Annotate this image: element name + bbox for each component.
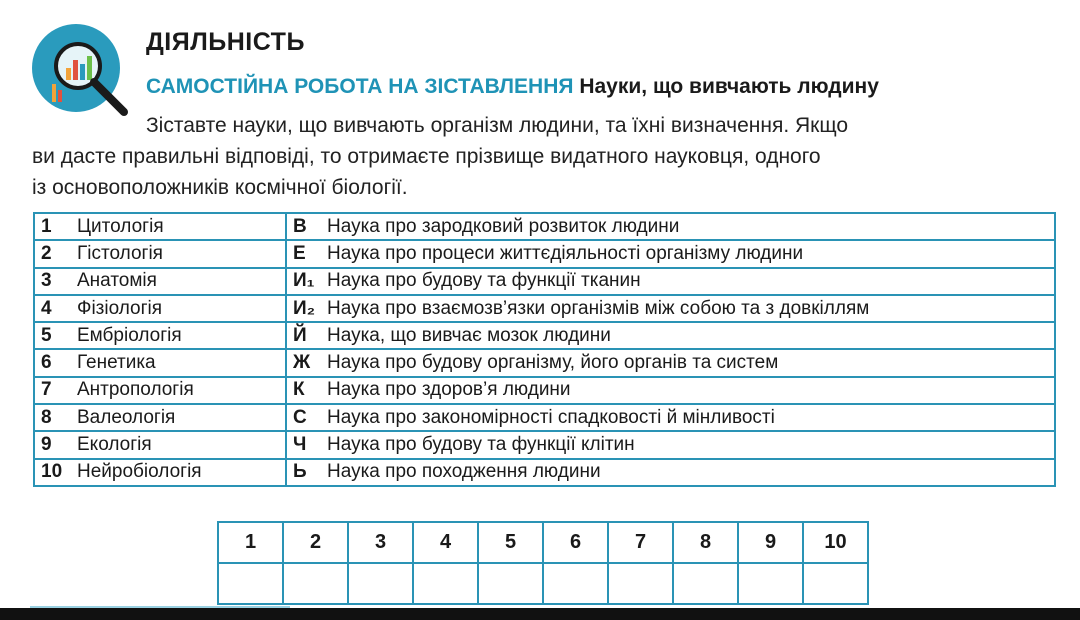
answer-header-cell: 2	[283, 522, 348, 563]
science-name: Генетика	[77, 352, 156, 374]
answer-input-cell[interactable]	[738, 563, 803, 604]
science-number: 1	[41, 215, 52, 237]
answer-grid	[217, 521, 869, 605]
answer-header-cell: 5	[478, 522, 543, 563]
definition-letter: И₂	[293, 297, 316, 319]
answer-input-cell[interactable]	[543, 563, 608, 604]
table-row	[34, 431, 1055, 458]
definition-letter: И₁	[293, 270, 315, 292]
definition-text: Наука про зародковий розвиток людини	[327, 215, 680, 237]
science-name: Екологія	[77, 434, 152, 456]
magnifier-chart-icon	[30, 24, 138, 124]
science-cell	[34, 240, 286, 267]
table-row	[34, 377, 1055, 404]
table-row	[34, 459, 1055, 486]
answer-header-cell: 6	[543, 522, 608, 563]
science-name: Цитологія	[77, 215, 164, 237]
answer-header-cell: 9	[738, 522, 803, 563]
definition-letter: Ч	[293, 434, 307, 456]
science-cell	[34, 349, 286, 376]
science-cell	[34, 213, 286, 240]
task-type: САМОСТІЙНА РОБОТА НА ЗІСТАВЛЕННЯ	[146, 75, 574, 98]
answer-input-cell[interactable]	[283, 563, 348, 604]
science-cell	[34, 295, 286, 322]
table-row	[34, 268, 1055, 295]
definition-cell	[286, 377, 1055, 404]
instructions-line-2: ви дасте правильні відповіді, то отримаєте прізвище видатного науковця, одного	[32, 145, 821, 168]
science-cell	[34, 377, 286, 404]
science-number: 4	[41, 297, 52, 319]
table-row	[34, 349, 1055, 376]
answer-header-cell: 7	[608, 522, 673, 563]
task-title	[146, 75, 879, 99]
science-name: Антропологія	[77, 379, 194, 401]
science-number: 5	[41, 324, 52, 346]
definition-cell	[286, 295, 1055, 322]
definition-letter: К	[293, 379, 305, 401]
answer-input-cell[interactable]	[348, 563, 413, 604]
science-number: 6	[41, 352, 52, 374]
science-cell	[34, 431, 286, 458]
answer-header-cell: 1	[218, 522, 283, 563]
definition-text: Наука про будову організму, його органів та систем	[327, 352, 779, 374]
science-cell	[34, 268, 286, 295]
definition-text: Наука про взаємозв’язки організмів між собою та з довкіллям	[327, 297, 870, 319]
definition-cell	[286, 404, 1055, 431]
definition-text: Наука про походження людини	[327, 461, 601, 483]
definition-text: Наука про процеси життєдіяльності організму людини	[327, 242, 804, 264]
answer-header-cell: 4	[413, 522, 478, 563]
science-name: Гістологія	[77, 242, 163, 264]
answer-input-cell[interactable]	[218, 563, 283, 604]
definition-cell	[286, 349, 1055, 376]
answer-input-cell[interactable]	[608, 563, 673, 604]
definition-letter: Й	[293, 324, 307, 346]
matching-table	[33, 212, 1056, 487]
section-heading: ДІЯЛЬНІСТЬ	[146, 28, 305, 56]
definition-letter: Е	[293, 242, 306, 264]
science-cell	[34, 404, 286, 431]
answer-input-cell[interactable]	[413, 563, 478, 604]
definition-cell	[286, 268, 1055, 295]
answer-header-cell: 3	[348, 522, 413, 563]
science-number: 8	[41, 406, 52, 428]
table-row	[34, 322, 1055, 349]
definition-text: Наука про будову та функції тканин	[327, 270, 641, 292]
science-name: Валеологія	[77, 406, 176, 428]
definition-letter: С	[293, 406, 307, 428]
definition-cell	[286, 322, 1055, 349]
definition-text: Наука про здоров’я людини	[327, 379, 571, 401]
answer-input-cell[interactable]	[478, 563, 543, 604]
science-number: 3	[41, 270, 52, 292]
definition-text: Наука про будову та функції клітин	[327, 434, 635, 456]
table-row	[34, 213, 1055, 240]
answer-header-cell: 8	[673, 522, 738, 563]
science-number: 10	[41, 461, 63, 483]
answer-input-cell[interactable]	[673, 563, 738, 604]
science-name: Нейробіологія	[77, 461, 202, 483]
science-name: Ембріологія	[77, 324, 182, 346]
definition-cell	[286, 213, 1055, 240]
answer-header-cell: 10	[803, 522, 868, 563]
table-row	[34, 404, 1055, 431]
science-cell	[34, 322, 286, 349]
science-number: 7	[41, 379, 52, 401]
page-bottom-edge	[0, 608, 1080, 620]
science-number: 2	[41, 242, 52, 264]
science-number: 9	[41, 434, 52, 456]
task-instructions	[32, 110, 1058, 203]
science-name: Фізіологія	[77, 297, 163, 319]
table-row	[34, 240, 1055, 267]
definition-cell	[286, 431, 1055, 458]
definition-letter: В	[293, 215, 307, 237]
science-cell	[34, 459, 286, 486]
definition-cell	[286, 459, 1055, 486]
table-row	[34, 295, 1055, 322]
definition-text: Наука про закономірності спадковості й мінливості	[327, 406, 775, 428]
definition-cell	[286, 240, 1055, 267]
definition-text: Наука, що вивчає мозок людини	[327, 324, 611, 346]
task-topic: Науки, що вивчають людину	[579, 75, 879, 98]
science-name: Анатомія	[77, 270, 157, 292]
instructions-line-3: із основоположників космічної біології.	[32, 176, 408, 199]
definition-letter: Ь	[293, 461, 307, 483]
instructions-line-1: Зіставте науки, що вивчають організм людини, та їхні визначення. Якщо	[146, 114, 849, 137]
answer-input-cell[interactable]	[803, 563, 868, 604]
definition-letter: Ж	[293, 352, 311, 374]
